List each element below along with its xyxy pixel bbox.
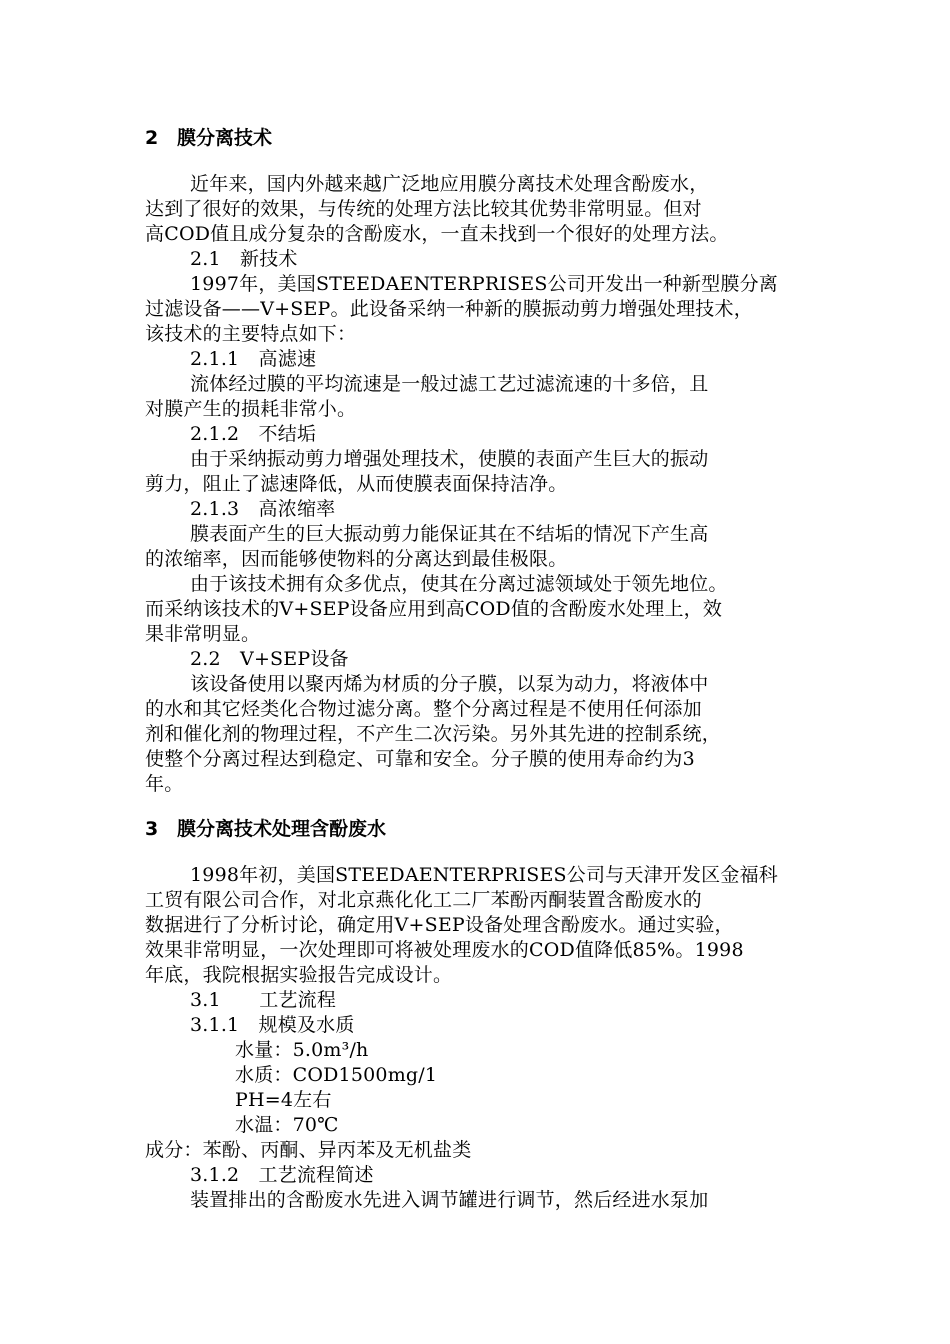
paragraph-line: 数据进行了分析讨论，确定用V+SEP设备处理含酚废水。通过实验， <box>145 914 734 936</box>
paragraph-line: 对膜产生的损耗非常小。 <box>145 398 357 420</box>
paragraph-line: 装置排出的含酚废水先进入调节罐进行调节，然后经进水泵加 <box>190 1189 709 1211</box>
paragraph-line: 的浓缩率，因而能够使物料的分离达到最佳极限。 <box>145 548 568 570</box>
spec-line: 水量：5.0m³/h <box>235 1039 369 1061</box>
paragraph-line: 年。 <box>145 773 184 795</box>
paragraph-line: 1997年，美国STEEDAENTERPRISES公司开发出一种新型膜分离 <box>190 273 778 295</box>
subsection-heading: 3.1 工艺流程 <box>190 989 337 1011</box>
paragraph-line: 使整个分离过程达到稳定、可靠和安全。分子膜的使用寿命约为3 <box>145 748 695 770</box>
paragraph-line: 该设备使用以聚丙烯为材质的分子膜，以泵为动力，将液体中 <box>190 673 709 695</box>
subsection-heading: 2.1 新技术 <box>190 248 298 270</box>
paragraph-line: 年底，我院根据实验报告完成设计。 <box>145 964 453 986</box>
subsection-heading: 2.1.2 不结垢 <box>190 423 317 445</box>
spec-line: 水温：70℃ <box>235 1114 339 1136</box>
subsection-heading: 2.2 V+SEP设备 <box>190 648 349 670</box>
subsection-heading: 2.1.1 高滤速 <box>190 348 317 370</box>
subsection-heading: 2.1.3 高浓缩率 <box>190 498 336 520</box>
paragraph-line: 高COD值且成分复杂的含酚废水，一直未找到一个很好的处理方法。 <box>145 223 729 245</box>
paragraph-line: 的水和其它烃类化合物过滤分离。整个分离过程是不使用任何添加 <box>145 698 702 720</box>
paragraph-line: 近年来，国内外越来越广泛地应用膜分离技术处理含酚废水， <box>190 173 709 195</box>
paragraph-line: 过滤设备——V+SEP。此设备采纳一种新的膜振动剪力增强处理技术， <box>145 298 753 320</box>
spec-line: 水质：COD1500mg/1 <box>235 1064 438 1086</box>
paragraph-line: 膜表面产生的巨大振动剪力能保证其在不结垢的情况下产生高 <box>190 523 709 545</box>
paragraph-line: 流体经过膜的平均流速是一般过滤工艺过滤流速的十多倍，且 <box>190 373 709 395</box>
section-title: 膜分离技术处理含酚废水 <box>177 818 387 840</box>
section-2-heading <box>145 124 272 152</box>
paragraph-line: 剪力，阻止了滤速降低，从而使膜表面保持洁净。 <box>145 473 568 495</box>
paragraph-line: 剂和催化剂的物理过程，不产生二次污染。另外其先进的控制系统， <box>145 723 722 745</box>
composition-line: 成分：苯酚、丙酮、异丙苯及无机盐类 <box>145 1139 472 1161</box>
subsection-heading: 3.1.2 工艺流程简述 <box>190 1164 374 1186</box>
spec-line: PH=4左右 <box>235 1089 332 1111</box>
paragraph-line: 工贸有限公司合作，对北京燕化化工二厂苯酚丙酮装置含酚废水的 <box>145 889 702 911</box>
paragraph-line: 达到了很好的效果，与传统的处理方法比较其优势非常明显。但对 <box>145 198 702 220</box>
paragraph-line: 果非常明显。 <box>145 623 261 645</box>
paragraph-line: 该技术的主要特点如下： <box>145 323 357 345</box>
paragraph-line: 而采纳该技术的V+SEP设备应用到高COD值的含酚废水处理上，效 <box>145 598 723 620</box>
paragraph-line: 1998年初，美国STEEDAENTERPRISES公司与天津开发区金福科 <box>190 864 778 886</box>
paragraph-line: 效果非常明显，一次处理即可将被处理废水的COD值降低85%。1998 <box>145 939 744 961</box>
paragraph-line: 由于采纳振动剪力增强处理技术，使膜的表面产生巨大的振动 <box>190 448 709 470</box>
section-number: 2 <box>145 127 159 149</box>
section-number: 3 <box>145 818 159 840</box>
paragraph-line: 由于该技术拥有众多优点，使其在分离过滤领域处于领先地位。 <box>190 573 728 595</box>
section-3-heading <box>145 815 386 843</box>
section-title: 膜分离技术 <box>177 127 273 149</box>
subsection-heading: 3.1.1 规模及水质 <box>190 1014 355 1036</box>
